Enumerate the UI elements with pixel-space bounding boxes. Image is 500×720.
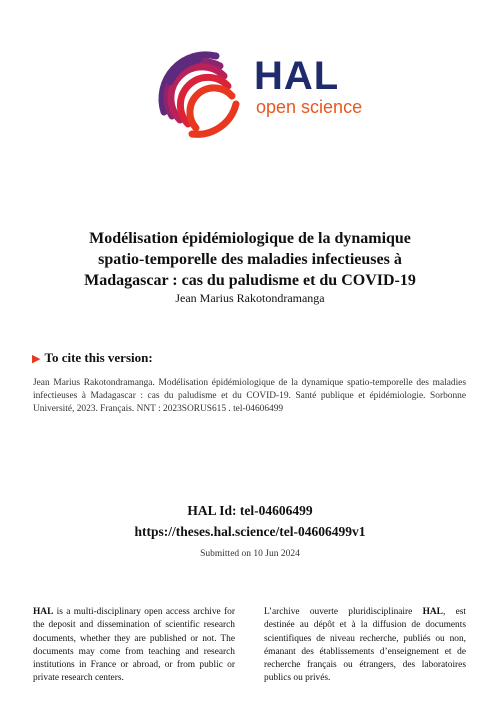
english-notice	[33, 606, 235, 686]
hal-logo-arcs-icon	[150, 42, 250, 142]
title-line-3: Madagascar : cas du paludisme et du COVID-19	[84, 272, 416, 289]
hal-logo-subtitle: open science	[256, 97, 363, 117]
english-notice-lead: HAL	[33, 607, 54, 617]
hal-url-link[interactable]: https://theses.hal.science/tel-04606499v1	[134, 524, 366, 539]
citation-text: Jean Marius Rakotondramanga. Modélisation épidémiologique de la dynamique spatio-temporelle des maladies infectieuses à Madagascar : cas du paludisme et du COVID-19. Santé publique et épidémiologie. Sorbonne Université, 2023. Français. NNT : 2023SORUS615 . tel-04606499	[33, 378, 466, 414]
cite-heading	[32, 350, 153, 366]
title-line-1: Modélisation épidémiologique de la dynamique	[89, 230, 411, 247]
french-notice-lead: HAL	[422, 607, 443, 617]
play-arrow-icon: ▶	[32, 353, 41, 365]
author-name: Jean Marius Rakotondramanga	[175, 291, 325, 305]
hal-logo	[150, 42, 380, 142]
french-notice-lead-before: L’archive ouverte pluridisciplinaire	[264, 607, 423, 617]
title-line-2: spatio-temporelle des maladies infectieuses à	[98, 251, 402, 268]
french-notice	[264, 606, 466, 686]
hal-logo-wordmark: HAL	[254, 54, 340, 98]
thesis-title	[40, 228, 460, 291]
cite-heading-text: To cite this version:	[44, 350, 153, 365]
hal-id: HAL Id: tel-04606499	[187, 503, 313, 518]
submission-date: Submitted on 10 Jun 2024	[200, 549, 300, 559]
english-notice-text: is a multi-disciplinary open access archive for the deposit and dissemination of scientific research documents, whether they are published or not. The documents may come from teaching and research institutions in France or abroad, or from public or private research centers.	[33, 607, 235, 684]
french-notice-text: , est destinée au dépôt et à la diffusion de documents scientifiques de niveau recherche, publiés ou non, émanant des établissements d’enseignement et de recherche français ou étrangers, des laboratoires publics ou privés.	[264, 607, 466, 684]
